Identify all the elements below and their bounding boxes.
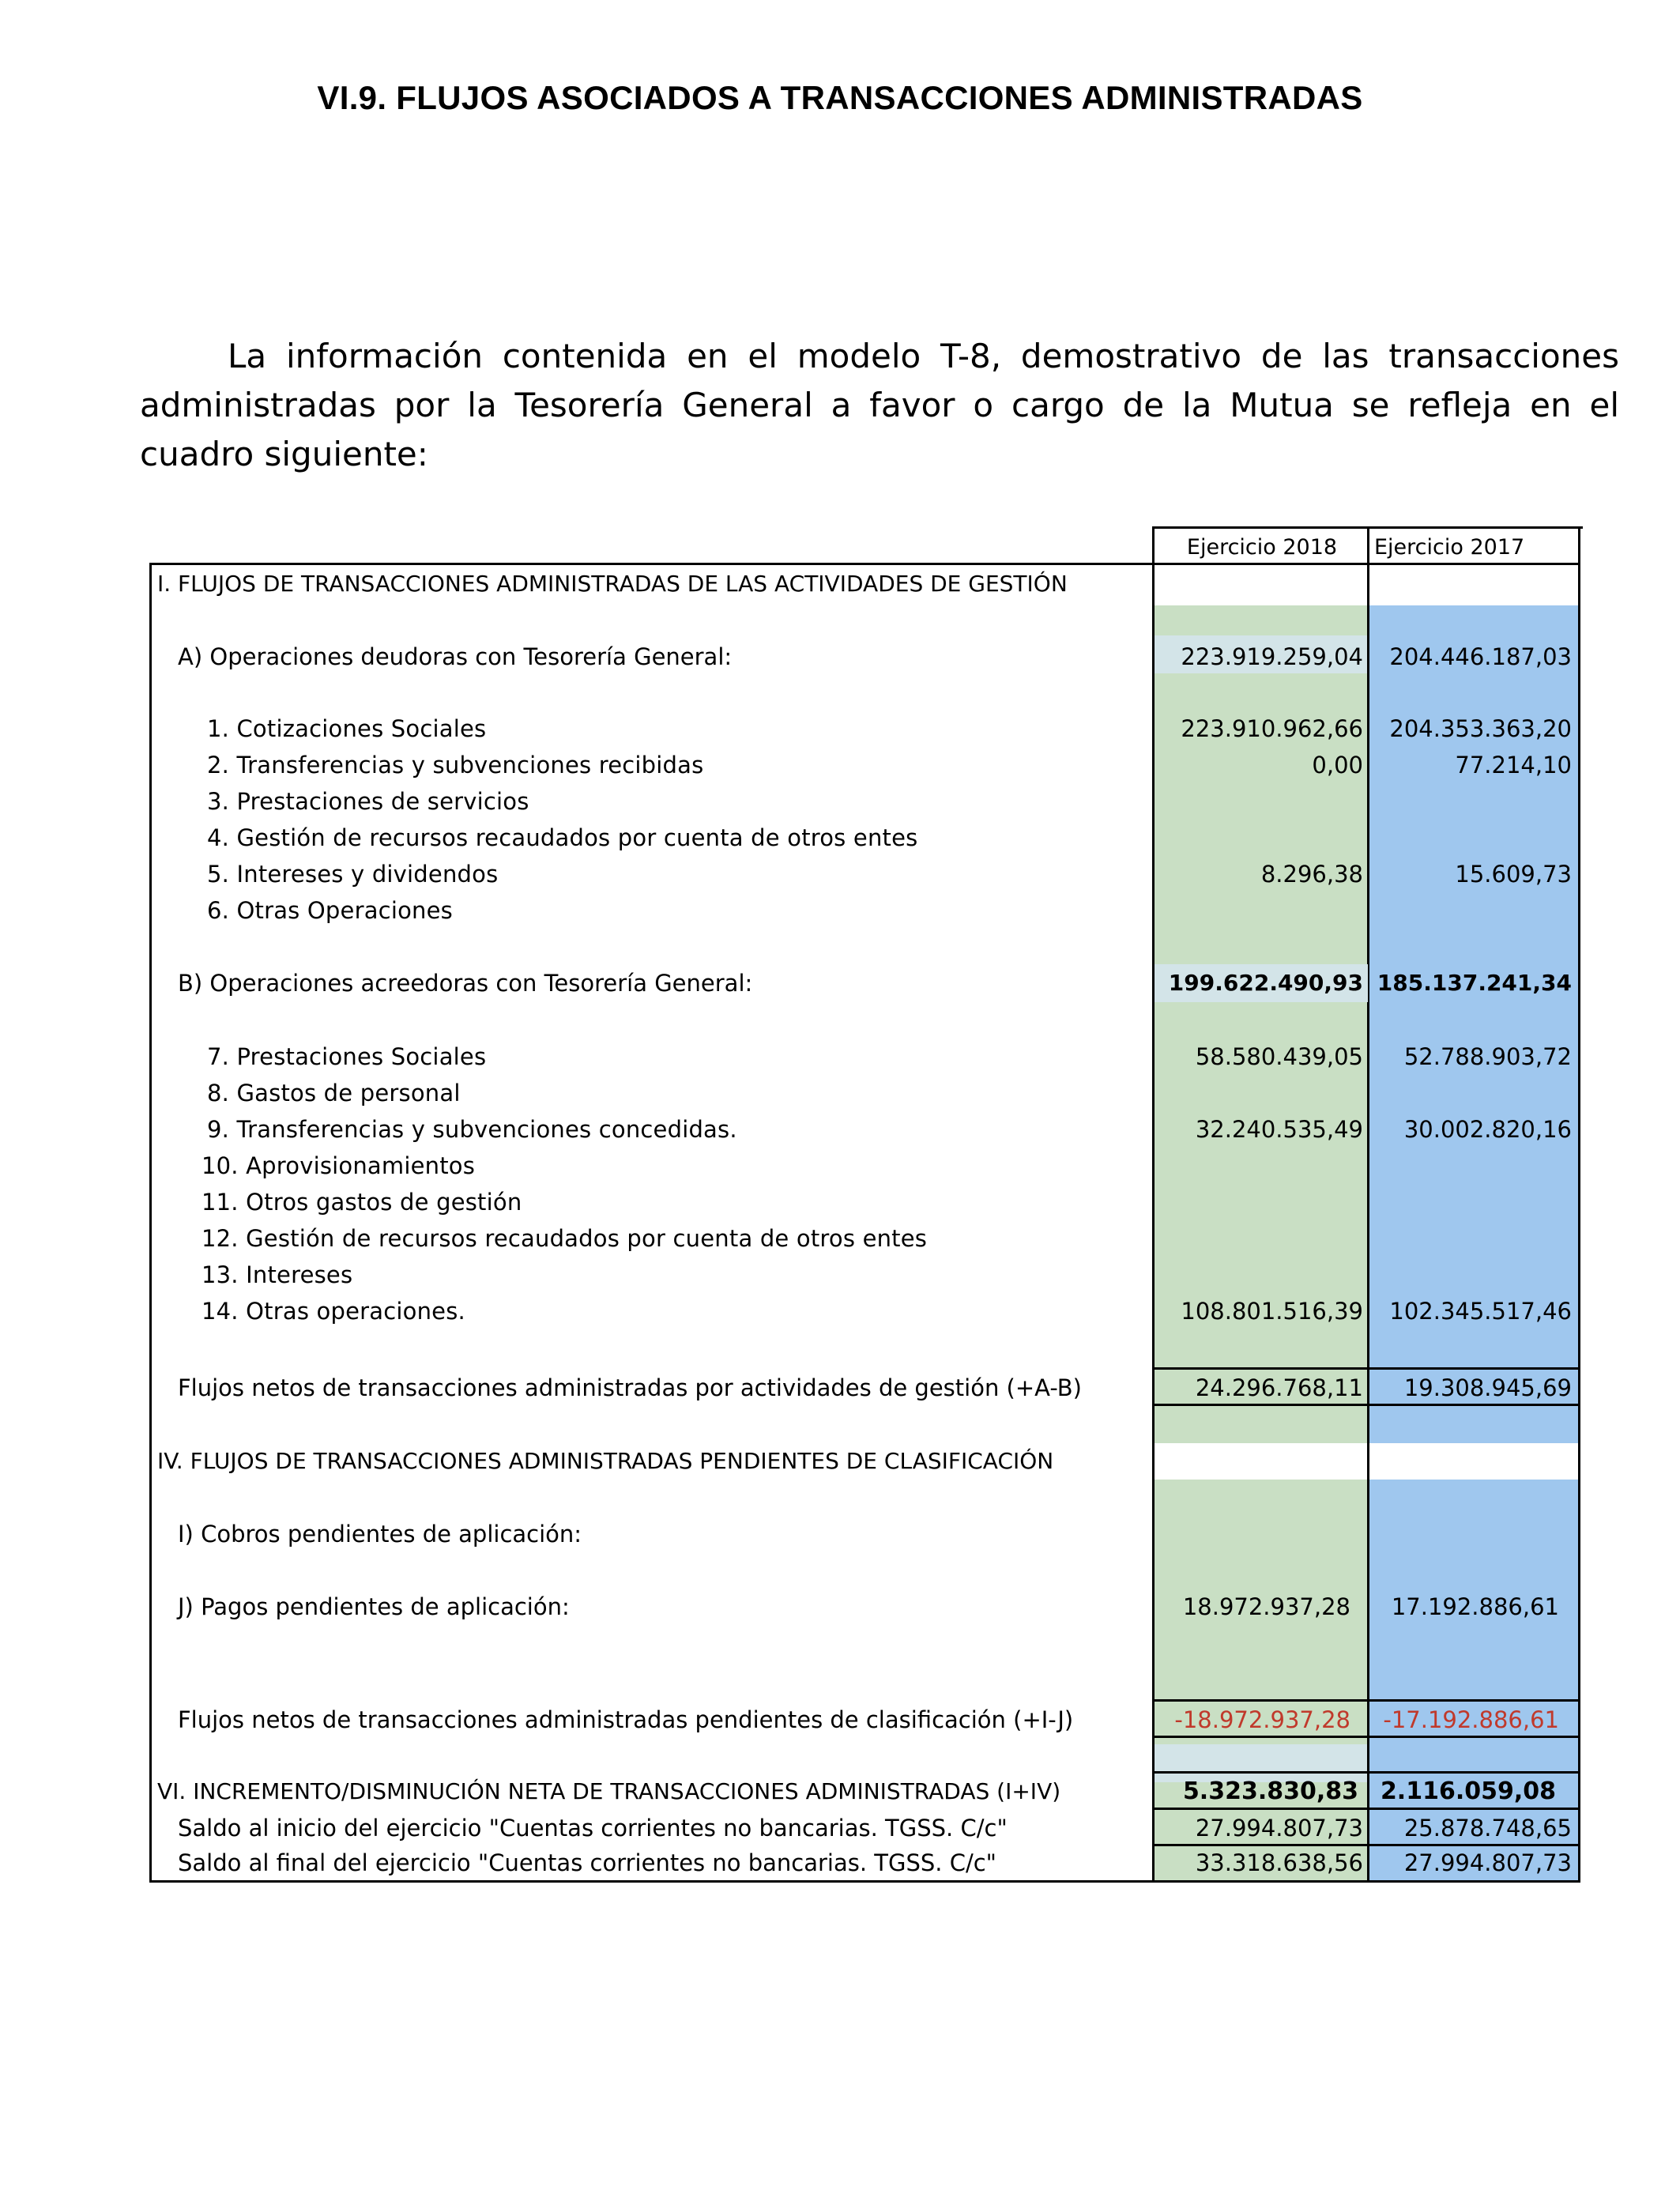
row-11-label: 11. Otros gastos de gestión <box>202 1189 522 1216</box>
intro-paragraph: La información contenida en el modelo T-8, demostrativo de las transacciones administradas por la Tesorería General a favor o cargo de la Mutua se refleja en el cuadro siguiente: <box>140 337 1619 473</box>
row-net2-2017: -17.192.886,61 <box>1383 1706 1559 1733</box>
row-i-label: I) Cobros pendientes de aplicación: <box>178 1521 582 1547</box>
row-b-label: B) Operaciones acreedoras con Tesorería General: <box>178 970 753 997</box>
row-net1-2018: 24.296.768,11 <box>1195 1374 1363 1401</box>
section-i-label: I. FLUJOS DE TRANSACCIONES ADMINISTRADAS DE LAS ACTIVIDADES DE GESTIÓN <box>157 571 1068 597</box>
row-net2-label: Flujos netos de transacciones administradas pendientes de clasificación (+I-J) <box>178 1706 1074 1733</box>
row-1-label: 1. Cotizaciones Sociales <box>207 715 487 742</box>
row-13-label: 13. Intereses <box>202 1261 353 1288</box>
row-9-label: 9. Transferencias y subvenciones concedidas. <box>207 1116 737 1143</box>
row-b-2017: 185.137.241,34 <box>1377 970 1572 996</box>
row-saldo-inicio-label: Saldo al inicio del ejercicio "Cuentas corrientes no bancarias. TGSS. C/c" <box>178 1815 1008 1842</box>
row-2-2018: 0,00 <box>1312 752 1363 778</box>
section-iv-label: IV. FLUJOS DE TRANSACCIONES ADMINISTRADAS PENDIENTES DE CLASIFICACIÓN <box>157 1448 1054 1474</box>
row-1-2017: 204.353.363,20 <box>1389 715 1572 742</box>
row-9-2017: 30.002.820,16 <box>1403 1116 1572 1143</box>
row-net1-label: Flujos netos de transacciones administradas por actividades de gestión (+A-B) <box>178 1374 1082 1401</box>
hline-header <box>1155 563 1578 565</box>
row-a-label: A) Operaciones deudoras con Tesorería General: <box>178 643 733 670</box>
row-10-label: 10. Aprovisionamientos <box>202 1152 476 1179</box>
row-1-2018: 223.910.962,66 <box>1181 715 1363 742</box>
row-14-label: 14. Otras operaciones. <box>202 1298 465 1325</box>
row-saldo-final-2018: 33.318.638,56 <box>1195 1849 1363 1876</box>
row-2-2017: 77.214,10 <box>1455 752 1572 778</box>
row-vi-2017: 2.116.059,08 <box>1380 1777 1556 1805</box>
row-saldo-final-label: Saldo al final del ejercicio "Cuentas corrientes no bancarias. TGSS. C/c" <box>178 1849 997 1876</box>
row-14-2017: 102.345.517,46 <box>1389 1298 1572 1325</box>
row-net1-2017: 19.308.945,69 <box>1403 1374 1572 1401</box>
row-9-2018: 32.240.535,49 <box>1195 1116 1363 1143</box>
header-2017: Ejercicio 2017 <box>1369 526 1583 565</box>
row-a-2017: 204.446.187,03 <box>1389 643 1572 670</box>
row-6-label: 6. Otras Operaciones <box>207 897 453 924</box>
transactions-table <box>149 526 1579 1881</box>
row-5-2018: 8.296,38 <box>1260 861 1363 888</box>
row-vi-2018: 5.323.830,83 <box>1182 1777 1358 1805</box>
row-b-2018: 199.622.490,93 <box>1168 970 1363 996</box>
row-j-label: J) Pagos pendientes de aplicación: <box>178 1593 570 1620</box>
row-12-label: 12. Gestión de recursos recaudados por cuenta de otros entes <box>202 1225 928 1252</box>
page-title: VI.9. FLUJOS ASOCIADOS A TRANSACCIONES ADMINISTRADAS <box>317 79 1363 116</box>
row-j-2018: 18.972.937,28 <box>1182 1593 1350 1620</box>
row-5-2017: 15.609,73 <box>1455 861 1572 888</box>
row-vi-label: VI. INCREMENTO/DISMINUCIÓN NETA DE TRANSACCIONES ADMINISTRADAS (I+IV) <box>157 1778 1061 1804</box>
row-j-2017: 17.192.886,61 <box>1391 1593 1559 1620</box>
row-14-2018: 108.801.516,39 <box>1181 1298 1363 1325</box>
row-saldo-final-2017: 27.994.807,73 <box>1403 1849 1572 1876</box>
row-7-2018: 58.580.439,05 <box>1195 1043 1363 1070</box>
row-5-label: 5. Intereses y dividendos <box>207 861 499 888</box>
row-3-label: 3. Prestaciones de servicios <box>207 788 529 815</box>
row-saldo-inicio-2018: 27.994.807,73 <box>1195 1815 1363 1842</box>
row-7-label: 7. Prestaciones Sociales <box>207 1043 487 1070</box>
row-8-label: 8. Gastos de personal <box>207 1080 461 1106</box>
row-net2-2018: -18.972.937,28 <box>1174 1706 1350 1733</box>
header-2018: Ejercicio 2018 <box>1155 526 1369 565</box>
row-4-label: 4. Gestión de recursos recaudados por cuenta de otros entes <box>207 824 918 851</box>
row-a-2018: 223.919.259,04 <box>1181 643 1363 670</box>
row-2-label: 2. Transferencias y subvenciones recibidas <box>207 752 704 778</box>
row-saldo-inicio-2017: 25.878.748,65 <box>1403 1815 1572 1842</box>
col-divider-3 <box>1578 526 1580 1881</box>
row-7-2017: 52.788.903,72 <box>1403 1043 1572 1070</box>
